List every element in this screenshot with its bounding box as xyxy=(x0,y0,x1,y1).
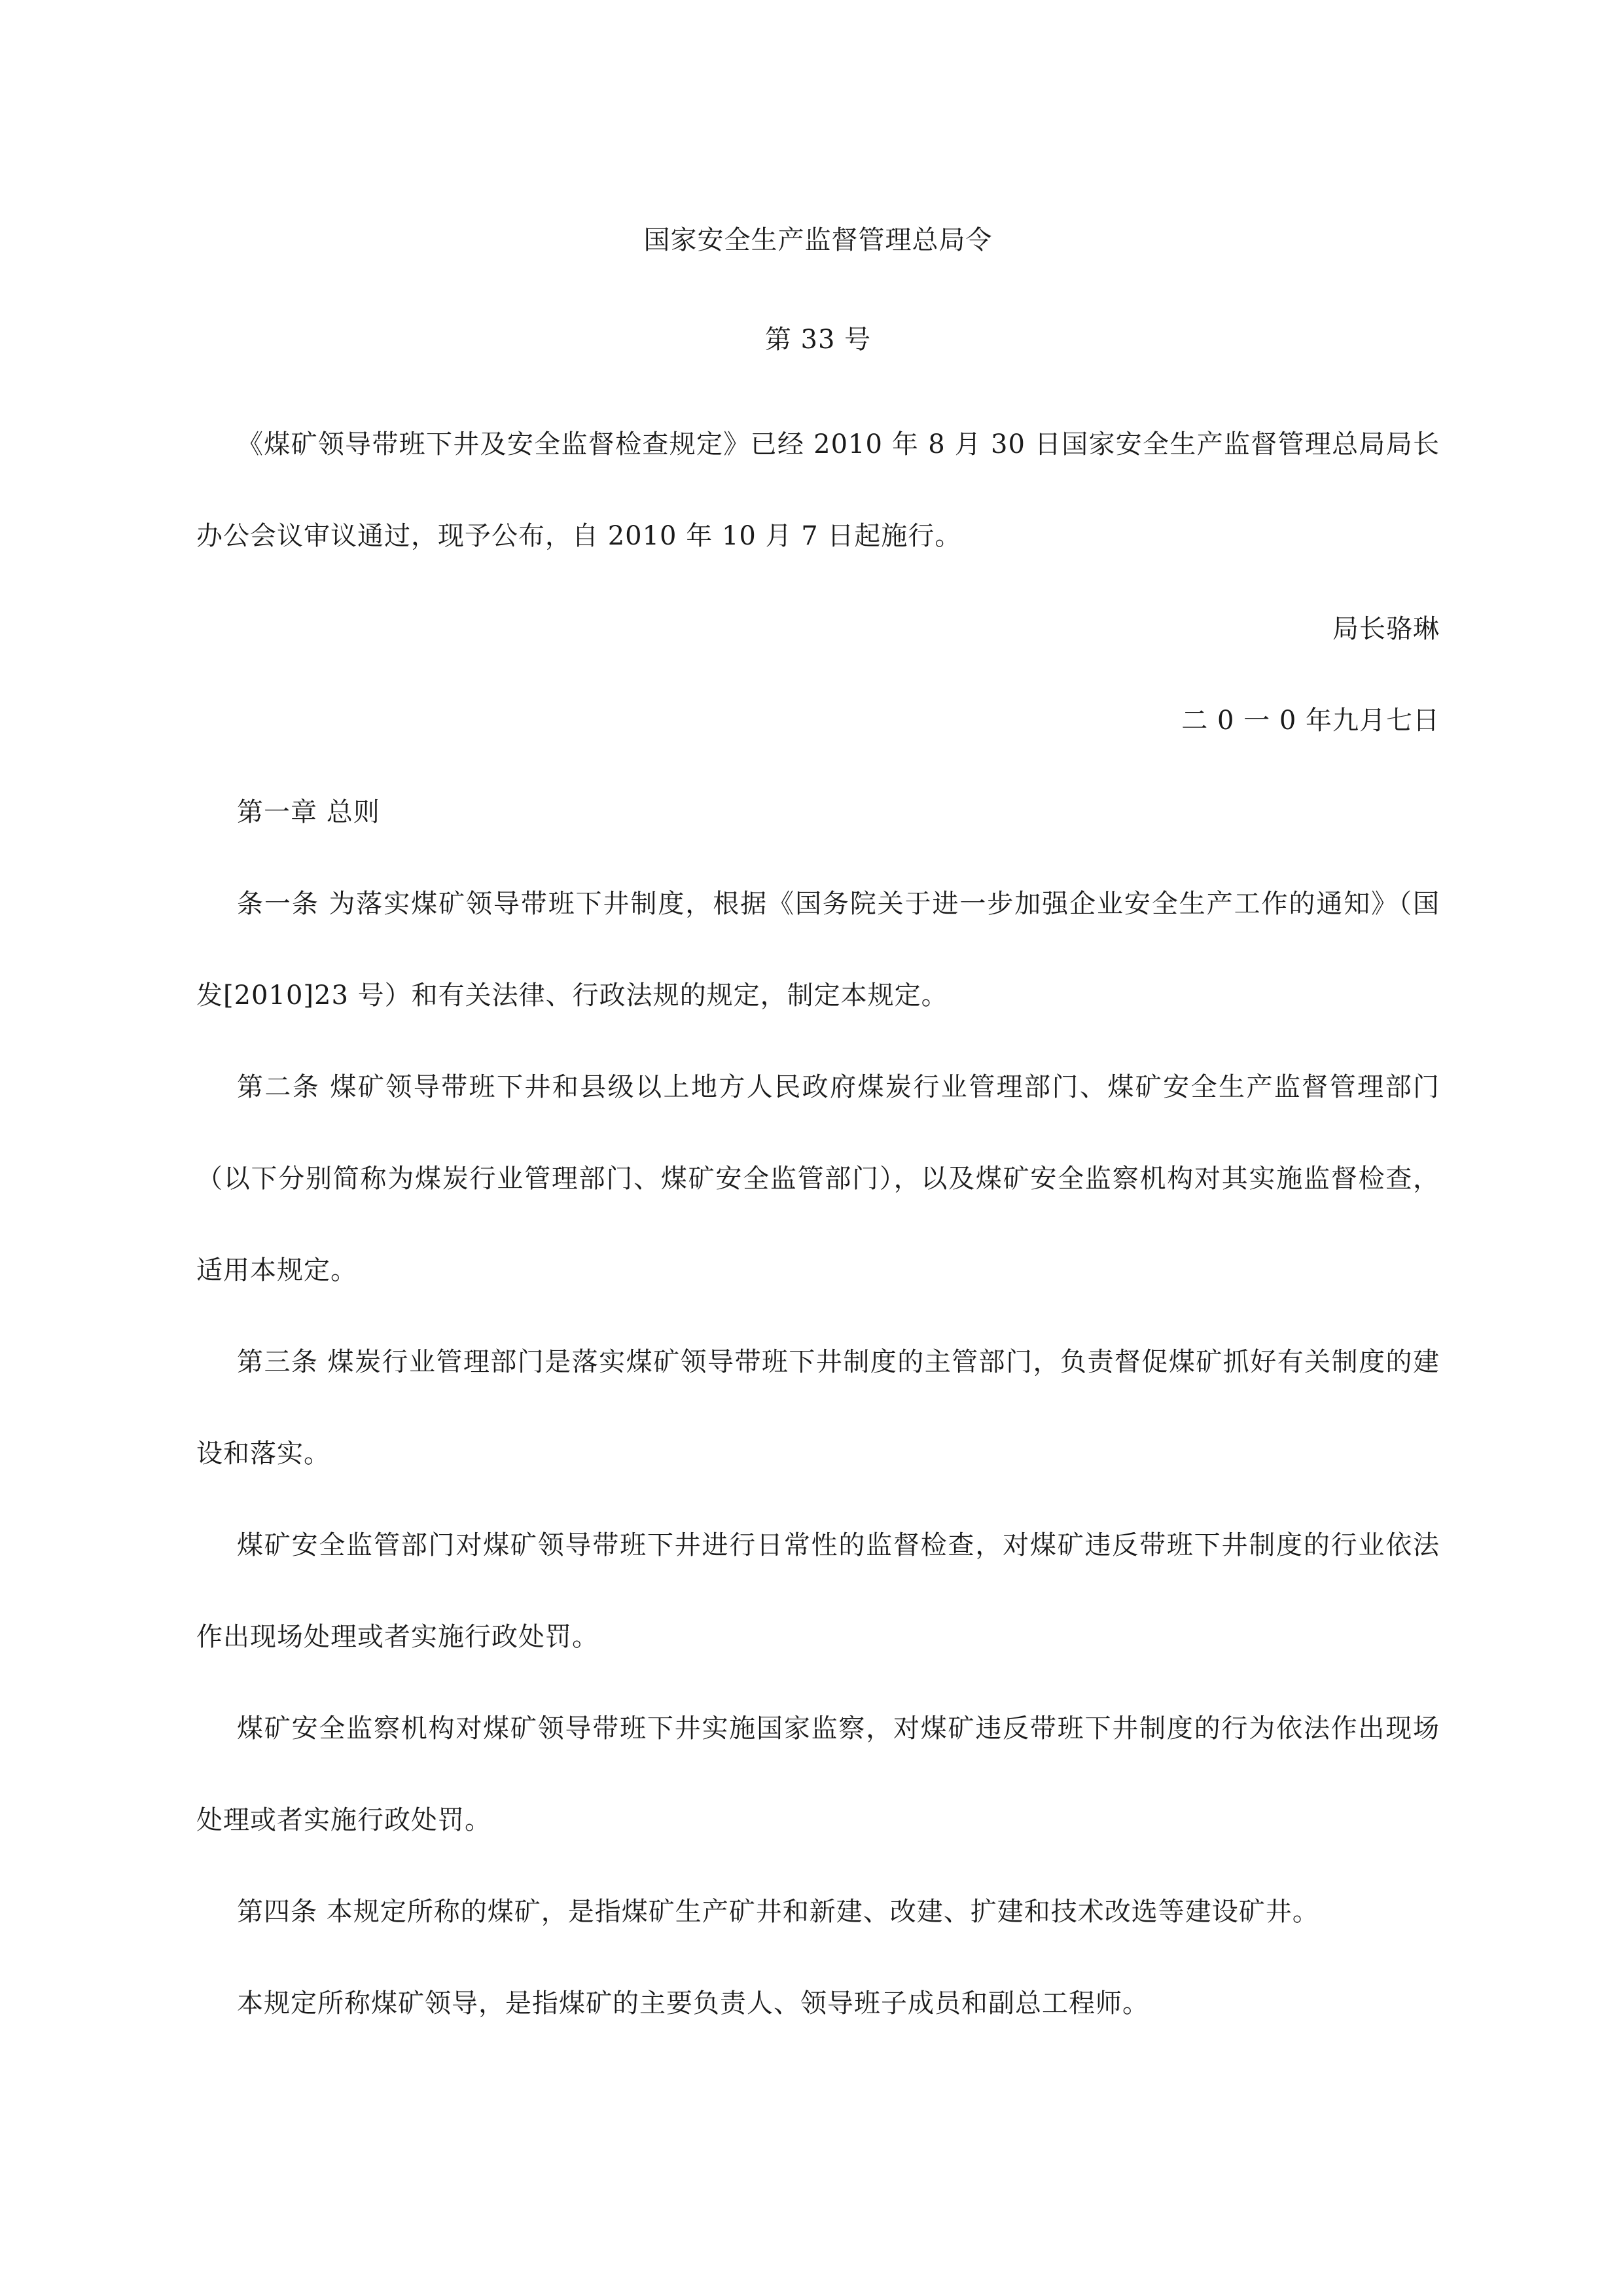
preamble: 《煤矿领导带班下井及安全监督检查规定》已经 2010 年 8 月 30 日国家安全生产监督管理总局局长办公会议审议通过，现予公布，自 2010 年 10 月 7 日起施行。 xyxy=(196,429,1440,551)
article-3-paragraph-2: 煤矿安全监管部门对煤矿领导带班下井进行日常性的监督检查，对煤矿违反带班下井制度的行业依法作出现场处理或者实施行政处罚。 xyxy=(196,1530,1440,1652)
article-2: 第二条 煤矿领导带班下井和县级以上地方人民政府煤炭行业管理部门、煤矿安全生产监督管理部门（以下分别简称为煤炭行业管理部门、煤矿安全监管部门），以及煤矿安全监察机构对其实施监督检查，适用本规定。 xyxy=(196,1072,1440,1285)
article-4: 第四条 本规定所称的煤矿，是指煤矿生产矿井和新建、改建、扩建和技术改选等建设矿井。 xyxy=(237,1897,1319,1927)
document-title: 国家安全生产监督管理总局令 xyxy=(643,225,993,255)
article-4-paragraph-2: 本规定所称煤矿领导，是指煤矿的主要负责人、领导班子成员和副总工程师。 xyxy=(237,1988,1149,2018)
issue-date: 二 0 一 0 年九月七日 xyxy=(1181,706,1440,736)
article-3: 第三条 煤炭行业管理部门是落实煤矿领导带班下井制度的主管部门，负责督促煤矿抓好有关制度的建设和落实。 xyxy=(196,1347,1440,1469)
article-1: 条一条 为落实煤矿领导带班下井制度，根据《国务院关于进一步加强企业安全生产工作的通知》（国发[2010]23 号）和有关法律、行政法规的规定，制定本规定。 xyxy=(196,889,1440,1011)
document-body xyxy=(196,196,1440,2049)
signatory: 局长骆琳 xyxy=(1332,614,1440,644)
article-3-paragraph-3: 煤矿安全监察机构对煤矿领导带班下井实施国家监察，对煤矿违反带班下井制度的行为依法作出现场处理或者实施行政处罚。 xyxy=(196,1713,1440,1835)
order-number: 第 33 号 xyxy=(764,325,872,355)
chapter-heading: 第一章 总则 xyxy=(237,797,380,827)
